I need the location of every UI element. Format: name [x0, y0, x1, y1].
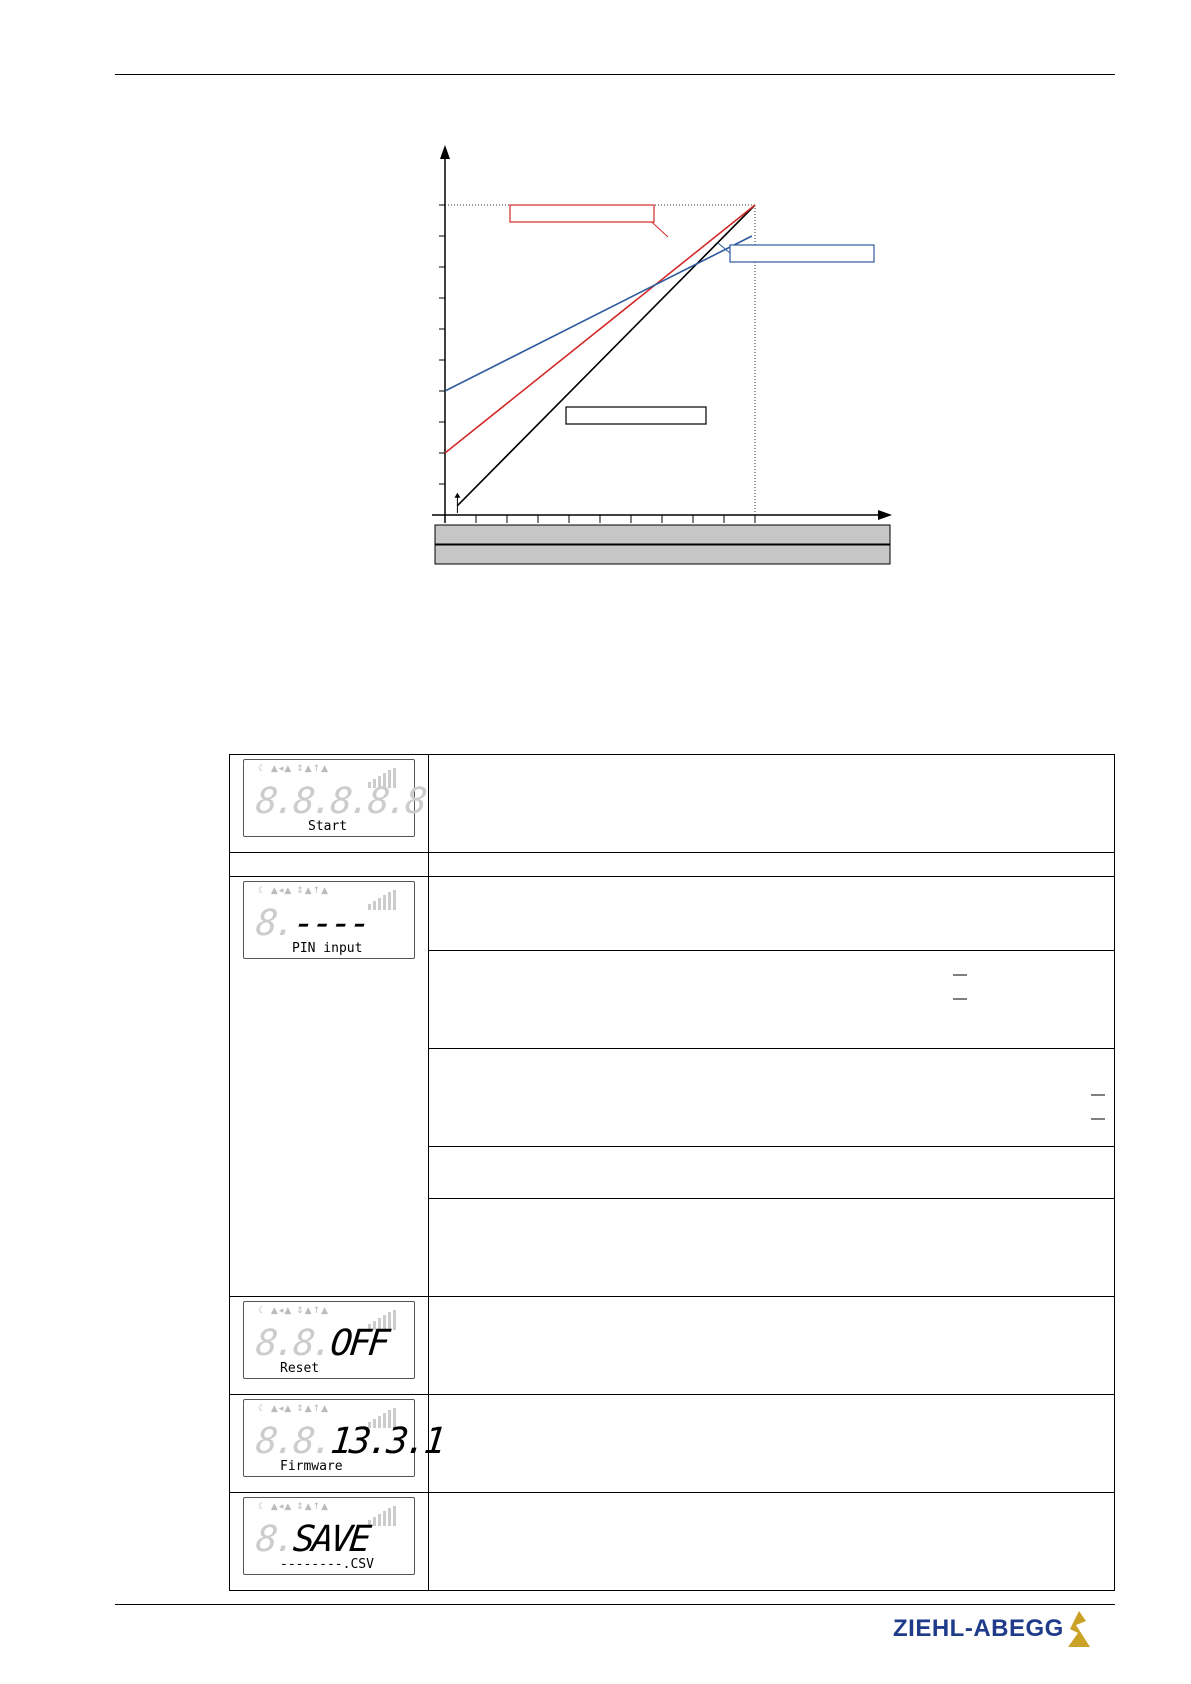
display-cell [230, 1395, 445, 1493]
menu-row-save [230, 1493, 1115, 1591]
axis-band-0 [435, 525, 890, 544]
signal-bars-icon [368, 890, 398, 910]
description-cell [429, 1147, 1115, 1199]
header-rule [115, 74, 1115, 75]
lcd-label: --------.CSV [280, 1557, 374, 1572]
brand-name: ZIEHL-ABEGG [893, 1615, 1064, 1642]
overline-marks [1089, 1093, 1109, 1123]
display-cell [230, 877, 429, 1297]
series-line-0 [457, 205, 755, 506]
description-cell [429, 755, 1115, 853]
label-box-2 [566, 407, 706, 424]
segment-digits: 8.8.OFF [253, 1323, 389, 1364]
menu-row-reset [230, 1297, 1115, 1395]
lcd-label: Start [308, 819, 348, 834]
signal-bars-icon [368, 1506, 398, 1526]
description-cell [429, 1493, 1115, 1591]
lcd-label: Firmware [280, 1459, 343, 1474]
lcd-display-firmware [243, 1399, 445, 1477]
axis-band-1 [435, 545, 890, 564]
description-cell [429, 1395, 1115, 1493]
lcd-label: PIN input [292, 941, 363, 956]
description-cell [429, 1049, 1115, 1147]
lcd-label: Reset [280, 1361, 320, 1376]
display-cell [230, 853, 429, 877]
menu-row-firmware [230, 1395, 1115, 1493]
line-chart [410, 135, 910, 585]
status-symbols: ☾ ▲◂▲ ⇕▲↑▲ [258, 1404, 330, 1414]
description-cell [429, 1297, 1115, 1395]
menu-table [229, 754, 1115, 1591]
segment-digits: 8.SAVE [253, 1519, 371, 1560]
lcd-display-pin [243, 881, 415, 959]
status-symbols: ☾ ▲◂▲ ⇕▲↑▲ [258, 764, 330, 774]
description-cell [429, 1199, 1115, 1297]
lcd-display-save [243, 1497, 415, 1575]
footer-rule [115, 1604, 1115, 1605]
menu-row-start [230, 755, 1115, 853]
menu-row-pin [230, 877, 1115, 951]
display-cell [230, 1493, 429, 1591]
display-cell [230, 1297, 429, 1395]
lcd-display-reset [243, 1301, 415, 1379]
lcd-display-start [243, 759, 427, 837]
label-box-0 [510, 205, 654, 222]
y-axis-arrow [440, 145, 450, 159]
brand-logo [893, 1609, 1094, 1649]
status-symbols: ☾ ▲◂▲ ⇕▲↑▲ [258, 1502, 330, 1512]
chart-canvas [410, 135, 910, 585]
status-symbols: ☾ ▲◂▲ ⇕▲↑▲ [258, 1306, 330, 1316]
x-axis-arrow [878, 510, 892, 520]
overline-marks [951, 973, 971, 1003]
segment-digits: 8.8.13.3.1 [253, 1421, 445, 1462]
status-symbols: ☾ ▲◂▲ ⇕▲↑▲ [258, 886, 330, 896]
series-line-2 [445, 236, 752, 391]
label-box-1 [730, 245, 874, 262]
brand-mark-icon [1064, 1609, 1094, 1649]
display-cell [230, 755, 429, 853]
description-cell [429, 877, 1115, 951]
start-marker-arrow [454, 493, 460, 498]
segment-digits: 8.8.8.8.8 [253, 781, 427, 822]
segment-digits: 8.---- [253, 903, 371, 944]
description-cell [429, 853, 1115, 877]
menu-row-separator [230, 853, 1115, 877]
description-cell [429, 951, 1115, 1049]
